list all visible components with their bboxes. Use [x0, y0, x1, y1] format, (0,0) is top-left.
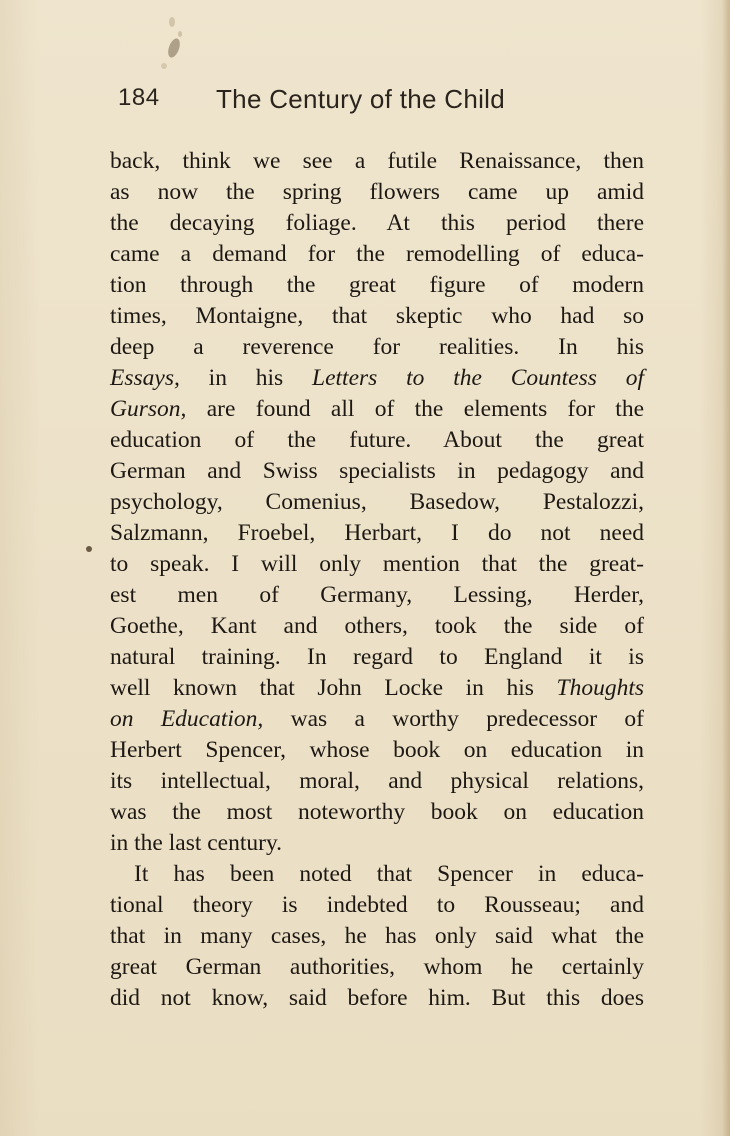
text-line: German and Swiss specialists in pedagogy and — [110, 458, 644, 484]
text-line: was the most noteworthy book on education — [110, 799, 644, 825]
text-line: did not know, said before him. But this does — [110, 985, 644, 1011]
italic-title-on-education: on Education, — [110, 706, 264, 732]
text-line: that in many cases, he has only said what the — [110, 923, 644, 949]
text-line: natural training. In regard to England it is — [110, 644, 644, 670]
text-line — [110, 363, 644, 394]
text-line: tion through the great figure of modern — [110, 272, 644, 298]
text-line — [110, 394, 644, 425]
text-line: tional theory is indebted to Rousseau; and — [110, 892, 644, 918]
text-line: deep a reverence for realities. In his — [110, 334, 644, 360]
text-line: Herbert Spencer, whose book on education in — [110, 737, 644, 763]
text-line: education of the future. About the great — [110, 427, 644, 453]
text-line: in the last century. — [110, 830, 283, 856]
italic-title-gurson: Gurson, — [110, 396, 187, 422]
text-line: psychology, Comenius, Basedow, Pestalozzi, — [110, 489, 644, 515]
italic-title-essays: Essays, — [110, 365, 180, 391]
text-line: as now the spring flowers came up amid — [110, 179, 644, 205]
text-line: to speak. I will only mention that the great- — [110, 551, 644, 577]
page-header — [0, 84, 730, 120]
text-line: the decaying foliage. At this period there — [110, 210, 644, 236]
page-number: 184 — [118, 84, 160, 111]
running-head: The Century of the Child — [216, 84, 506, 114]
text-line: It has been noted that Spencer in educa- — [134, 861, 644, 887]
text-fragment: in his — [179, 365, 313, 391]
page-edge-shadow — [722, 0, 730, 1136]
text-line: great German authorities, whom he certainly — [110, 954, 644, 980]
text-line: its intellectual, moral, and physical relations, — [110, 768, 644, 794]
italic-title-thoughts: Thoughts — [556, 675, 644, 701]
text-fragment: are found all of the elements for the — [186, 396, 644, 422]
text-line: Salzmann, Froebel, Herbart, I do not need — [110, 520, 644, 546]
italic-title-letters: Letters to the Countess of — [312, 365, 644, 391]
margin-speck — [86, 546, 92, 552]
text-fragment: was a worthy predecessor of — [263, 706, 645, 732]
text-line: came a demand for the remodelling of educa- — [110, 241, 644, 267]
smudge-graphic — [150, 10, 210, 80]
text-line — [110, 704, 644, 735]
text-fragment: well known that John Locke in his — [110, 675, 557, 701]
text-line: times, Montaigne, that skeptic who had so — [110, 303, 644, 329]
text-line — [110, 673, 644, 704]
text-line: est men of Germany, Lessing, Herder, — [110, 582, 644, 608]
text-line: back, think we see a futile Renaissance, then — [110, 148, 644, 174]
ink-smudge-mark — [150, 10, 210, 80]
text-line: Goethe, Kant and others, took the side of — [110, 613, 644, 639]
body-text — [110, 146, 644, 1014]
